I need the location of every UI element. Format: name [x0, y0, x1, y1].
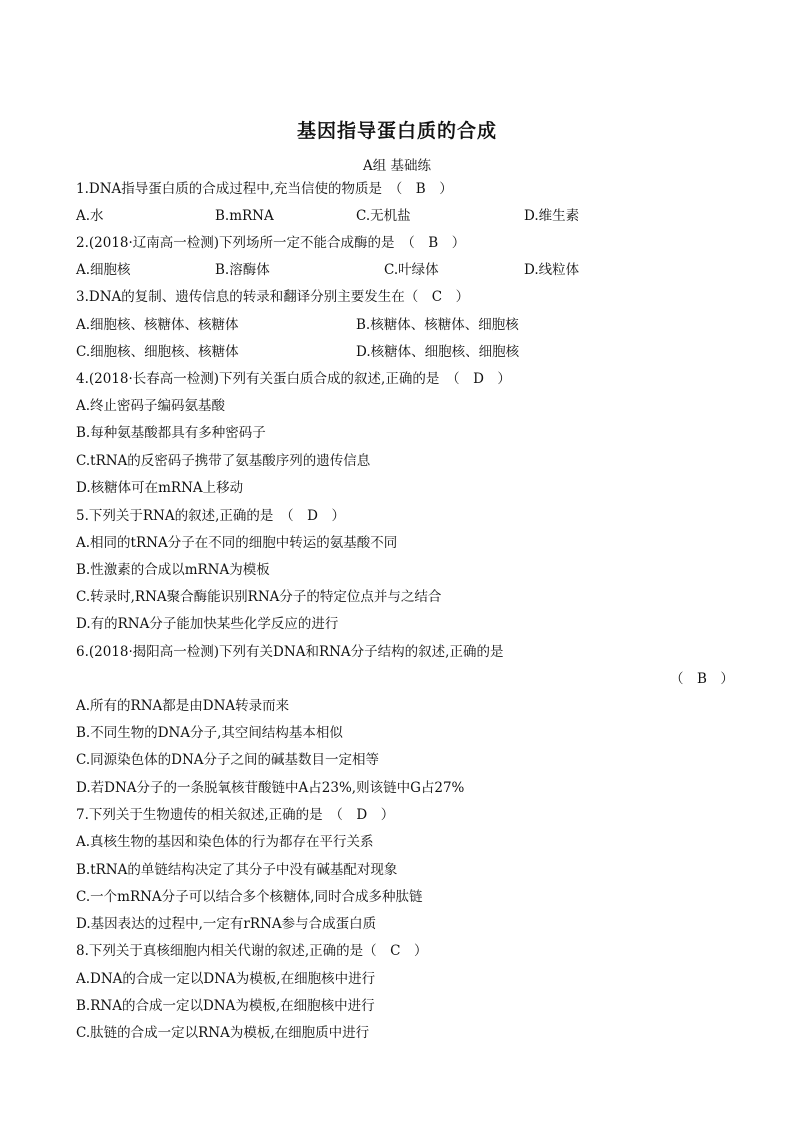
question-2-stem: 2.(2018·辽南高一检测)下列场所一定不能合成酶的是 （ B ） — [76, 235, 466, 251]
question-6-option-a: A.所有的RNA都是由DNA转录而来 — [76, 698, 290, 714]
question-7-option-d: D.基因表达的过程中,一定有rRNA参与合成蛋白质 — [76, 916, 377, 932]
question-2-option-b: B.溶酶体 — [215, 262, 270, 278]
group-heading: A组 基础练 — [362, 158, 432, 174]
question-5-stem: 5.下列关于RNA的叙述,正确的是 （ D ） — [76, 508, 345, 524]
question-7-option-c: C.一个mRNA分子可以结合多个核糖体,同时合成多种肽链 — [76, 889, 423, 905]
question-3-stem: 3.DNA的复制、遗传信息的转录和翻译分别主要发生在（ C ） — [76, 289, 470, 305]
question-1-option-a: A.水 — [76, 208, 104, 224]
question-6-option-d: D.若DNA分子的一条脱氧核苷酸链中A占23%,则该链中G占27% — [76, 780, 465, 796]
question-8-option-a: A.DNA的合成一定以DNA为模板,在细胞核中进行 — [76, 971, 376, 987]
question-1-stem: 1.DNA指导蛋白质的合成过程中,充当信使的物质是 （ B ） — [76, 181, 453, 197]
question-6-answer: （ B ） — [670, 671, 734, 687]
question-2-option-a: A.细胞核 — [76, 262, 131, 278]
question-6-option-c: C.同源染色体的DNA分子之间的碱基数目一定相等 — [76, 752, 380, 768]
question-1-option-d: D.维生素 — [524, 208, 580, 224]
question-4-option-d: D.核糖体可在mRNA上移动 — [76, 480, 244, 496]
question-7-stem: 7.下列关于生物遗传的相关叙述,正确的是 （ D ） — [76, 807, 395, 823]
question-8-option-c: C.肽链的合成一定以RNA为模板,在细胞质中进行 — [76, 1025, 370, 1041]
question-3-option-b: B.核糖体、核糖体、细胞核 — [356, 317, 519, 333]
question-6-option-b: B.不同生物的DNA分子,其空间结构基本相似 — [76, 725, 343, 741]
question-3-option-a: A.细胞核、核糖体、核糖体 — [76, 317, 239, 333]
question-3-option-c: C.细胞核、细胞核、核糖体 — [76, 344, 239, 360]
question-2-option-c: C.叶绿体 — [384, 262, 439, 278]
question-7-option-b: B.tRNA的单链结构决定了其分子中没有碱基配对现象 — [76, 862, 398, 878]
question-5-option-c: C.转录时,RNA聚合酶能识别RNA分子的特定位点并与之结合 — [76, 589, 442, 605]
question-4-option-c: C.tRNA的反密码子携带了氨基酸序列的遗传信息 — [76, 453, 371, 469]
question-5-option-b: B.性激素的合成以mRNA为模板 — [76, 562, 270, 578]
question-2-option-d: D.线粒体 — [524, 262, 580, 278]
question-8-stem: 8.下列关于真核细胞内相关代谢的叙述,正确的是（ C ） — [76, 943, 428, 959]
question-8-option-b: B.RNA的合成一定以DNA为模板,在细胞核中进行 — [76, 998, 375, 1014]
question-1-option-b: B.mRNA — [215, 208, 274, 224]
question-1-option-c: C.无机盐 — [356, 208, 411, 224]
question-5-option-d: D.有的RNA分子能加快某些化学反应的进行 — [76, 616, 339, 632]
question-4-option-b: B.每种氨基酸都具有多种密码子 — [76, 425, 266, 441]
question-4-stem: 4.(2018·长春高一检测)下列有关蛋白质合成的叙述,正确的是 （ D ） — [76, 371, 511, 387]
question-6-stem: 6.(2018·揭阳高一检测)下列有关DNA和RNA分子结构的叙述,正确的是 — [76, 644, 504, 660]
page-title: 基因指导蛋白质的合成 — [296, 120, 497, 142]
question-5-option-a: A.相同的tRNA分子在不同的细胞中转运的氨基酸不同 — [76, 535, 398, 551]
question-7-option-a: A.真核生物的基因和染色体的行为都存在平行关系 — [76, 834, 374, 850]
question-3-option-d: D.核糖体、细胞核、细胞核 — [356, 344, 520, 360]
question-4-option-a: A.终止密码子编码氨基酸 — [76, 398, 226, 414]
